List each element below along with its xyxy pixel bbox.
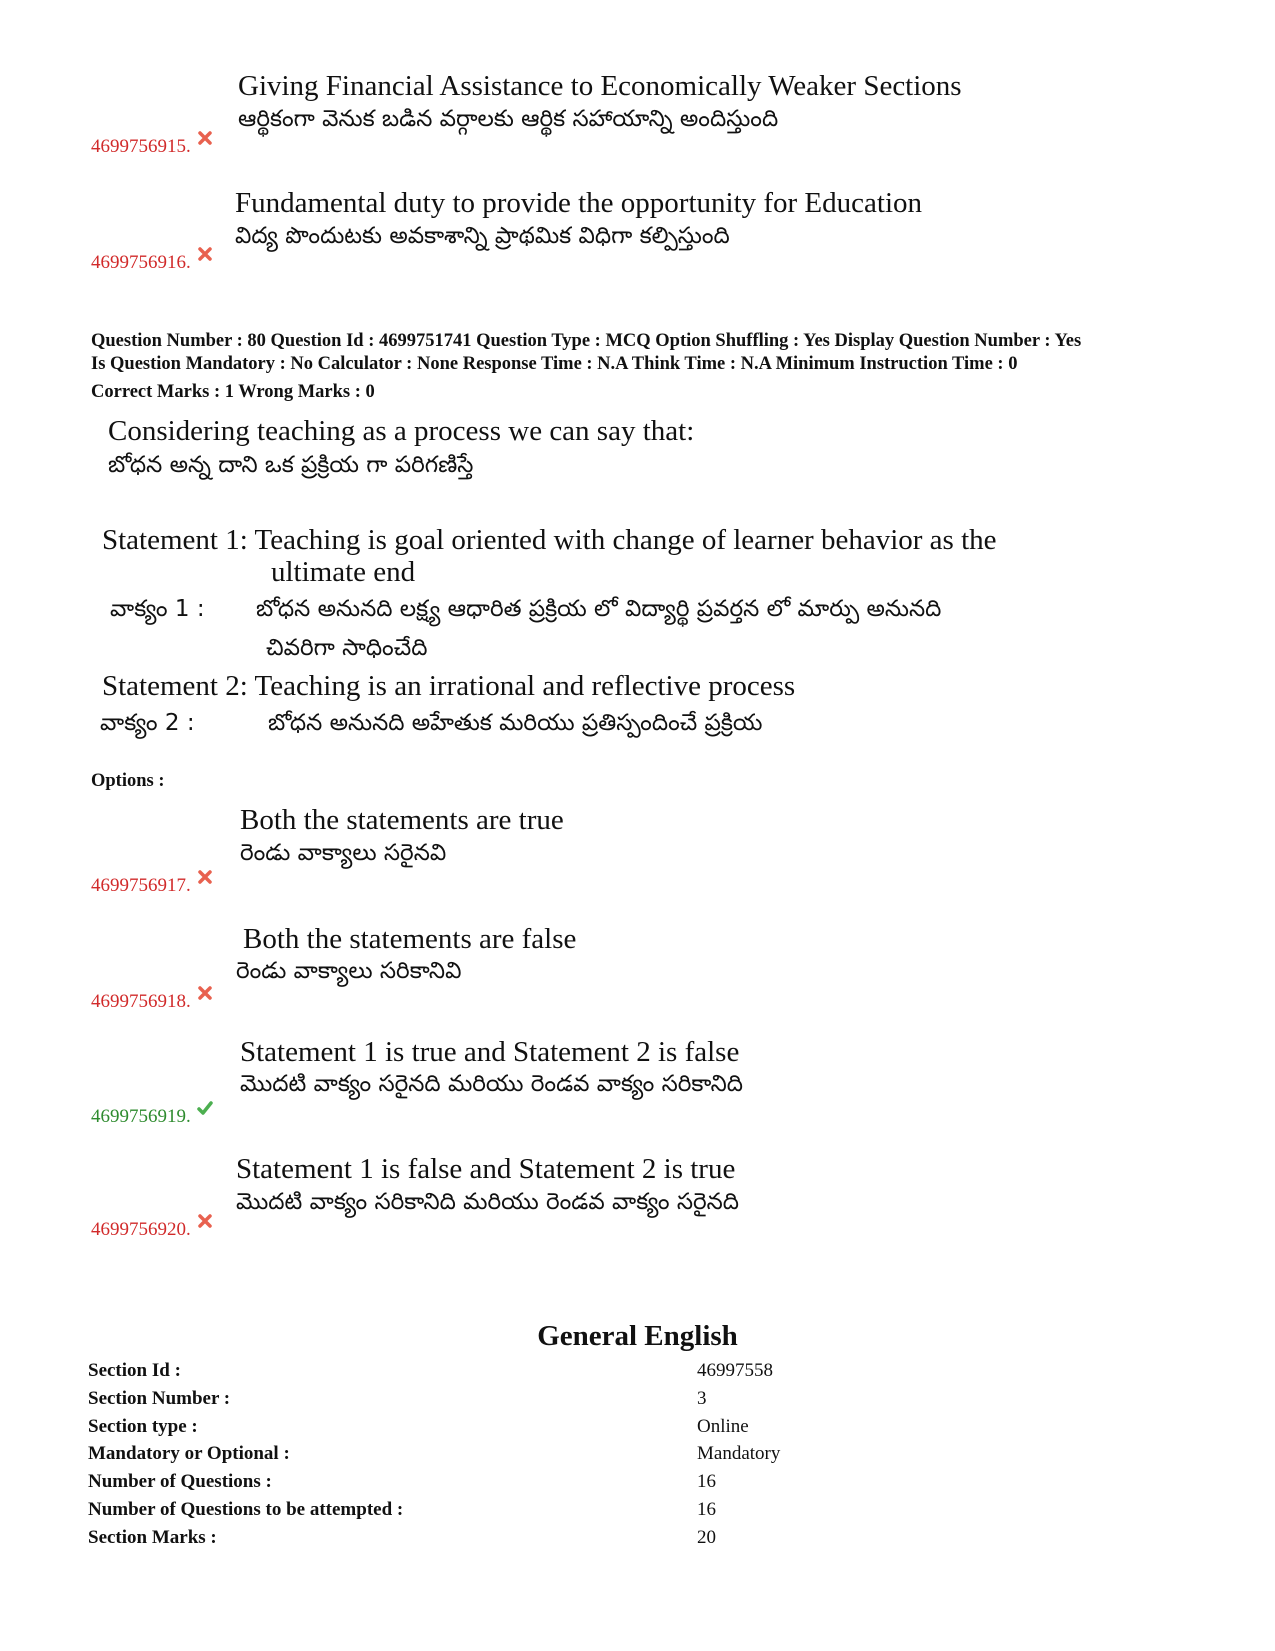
question-stem-en: Considering teaching as a process we can say that:	[108, 415, 695, 447]
option-text-en: Statement 1 is true and Statement 2 is false	[240, 1036, 740, 1068]
section-row-value: Online	[697, 1416, 749, 1437]
section-row-label: Number of Questions to be attempted :	[88, 1499, 404, 1520]
statement-1-en: Statement 1: Teaching is goal oriented with change of learner behavior as the	[102, 524, 997, 556]
question-meta-line: Is Question Mandatory : No Calculator : None Response Time : N.A Think Time : N.A Minimum Instruction Time : 0	[91, 354, 1018, 374]
statement-2-te-label: వాక్యం 2 :	[100, 710, 195, 736]
statement-1-te-label: వాక్యం 1 :	[110, 596, 205, 622]
section-row-value: 16	[697, 1499, 716, 1520]
option-id-text: 4699756915.	[91, 136, 191, 157]
check-icon	[197, 1100, 213, 1116]
option-text-en: Giving Financial Assistance to Economically Weaker Sections	[238, 70, 962, 102]
statement-1-en-cont: ultimate end	[271, 556, 416, 588]
section-row-value: 20	[697, 1527, 716, 1548]
cross-icon	[197, 130, 213, 146]
option-id-text: 4699756919.	[91, 1106, 191, 1127]
section-title: General English	[537, 1320, 738, 1352]
option-id	[91, 869, 213, 897]
option-id	[91, 1100, 213, 1128]
option-text-te: మొదటి వాక్యం సరైనది మరియు రెండవ వాక్యం సరికానిది	[240, 1071, 744, 1097]
section-row-label: Mandatory or Optional :	[88, 1443, 290, 1464]
cross-icon	[197, 869, 213, 885]
option-id	[91, 246, 213, 274]
question-meta-line: Question Number : 80 Question Id : 4699751741 Question Type : MCQ Option Shuffling : Yes Display Question Number : Yes	[91, 331, 1082, 351]
question-stem-te: బోధన అన్న దాని ఒక ప్రక్రియ గా పరిగణిస్తే	[108, 452, 474, 478]
option-text-te: ఆర్థికంగా వెనుక బడిన వర్గాలకు ఆర్థిక సహాయాన్ని అందిస్తుంది	[238, 106, 779, 132]
statement-1-te: బోధన అనునది లక్ష్య ఆధారిత ప్రక్రియ లో విద్యార్థి ప్రవర్తన లో మార్పు అనునది	[256, 596, 942, 622]
section-row-label: Section Marks :	[88, 1527, 217, 1548]
option-text-te: విద్య పొందుటకు అవకాశాన్ని ప్రాథమిక విధిగా కల్పిస్తుంది	[235, 223, 730, 249]
section-row-value: 46997558	[697, 1360, 773, 1381]
option-text-en: Fundamental duty to provide the opportunity for Education	[235, 187, 923, 219]
option-text-en: Statement 1 is false and Statement 2 is true	[236, 1153, 736, 1185]
cross-icon	[197, 246, 213, 262]
option-id-text: 4699756916.	[91, 252, 191, 273]
cross-icon	[197, 1213, 213, 1229]
section-row-label: Number of Questions :	[88, 1471, 272, 1492]
statement-2-te: బోధన అనునది అహేతుక మరియు ప్రతిస్పందించే ప్రక్రియ	[268, 710, 763, 736]
option-id-text: 4699756917.	[91, 875, 191, 896]
section-row-value: 16	[697, 1471, 716, 1492]
section-row-label: Section Number :	[88, 1388, 231, 1409]
section-row-value: Mandatory	[697, 1443, 781, 1464]
option-id	[91, 985, 213, 1013]
option-text-en: Both the statements are true	[240, 804, 564, 836]
option-text-te: రెండు వాక్యాలు సరికానివి	[236, 958, 462, 984]
section-row-label: Section Id :	[88, 1360, 181, 1381]
section-row-label: Section type :	[88, 1416, 198, 1437]
option-id-text: 4699756918.	[91, 991, 191, 1012]
question-marks-line: Correct Marks : 1 Wrong Marks : 0	[91, 382, 375, 402]
option-id-text: 4699756920.	[91, 1219, 191, 1240]
section-row-value: 3	[697, 1388, 707, 1409]
statement-2-en: Statement 2: Teaching is an irrational and reflective process	[102, 670, 796, 702]
statement-1-te-cont: చివరిగా సాధించేది	[266, 635, 428, 661]
option-text-te: మొదటి వాక్యం సరికానిది మరియు రెండవ వాక్యం సరైనది	[236, 1189, 740, 1215]
cross-icon	[197, 985, 213, 1001]
option-text-en: Both the statements are false	[243, 923, 577, 955]
option-id	[91, 1213, 213, 1241]
options-label: Options :	[91, 771, 165, 791]
option-id	[91, 130, 213, 158]
option-text-te: రెండు వాక్యాలు సరైనవి	[240, 840, 447, 866]
